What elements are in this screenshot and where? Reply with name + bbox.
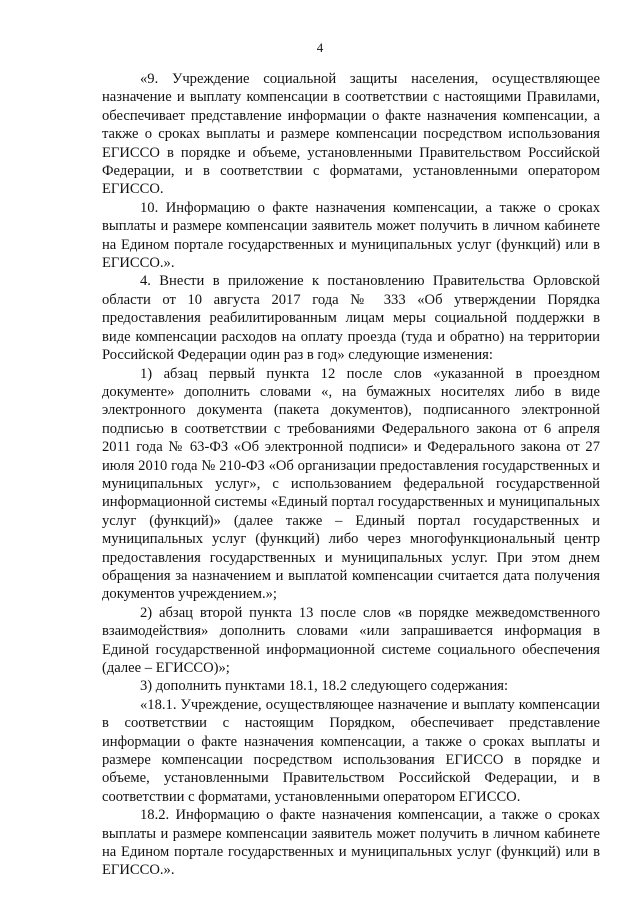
paragraph-18-2: 18.2. Информацию о факте назначения компенсации, а также о сроках выплаты и размере компенсации заявитель может получить в личном кабинете на Едином портале государственных и муниципальных услуг (функций) или в ЕГИССО.».	[102, 807, 600, 879]
paragraph-subitem-1: 1) абзац первый пункта 12 после слов «указанной в проездном документе» дополнить словами «, на бумажных носителях либо в виде электронного документа (пакета документов), подписанного электронной подписью в соответствии с требованиями Федерального закона от 6 апреля 2011 года № 63-ФЗ «Об электронной подписи» и Федерального закона от 27 июля 2010 года № 210-ФЗ «Об организации предоставления государственных и муниципальных услуг», с использованием федеральной государственной информационной системы «Единый портал государственных и муниципальных услуг (функций)» (далее также – Единый портал государственных и муниципальных услуг (функций) либо через многофункциональный центр предоставления государственных и муниципальных услуг. При этом днем обращения за назначением и выплатой компенсации считается дата получения документов учреждением.»;	[102, 365, 600, 603]
paragraph-18-1: «18.1. Учреждение, осуществляющее назначение и выплату компенсации в соответствии с настоящим Порядком, обеспечивает представление информации о факте назначения компенсации, а также о сроках выплаты и размере компенсации посредством использования ЕГИССО в порядке и объеме, установленными Правительством Российской Федерации, и в соответствии с форматами, установленными оператором ЕГИССО.	[102, 696, 600, 805]
paragraph-9: «9. Учреждение социальной защиты населения, осуществляющее назначение и выплату компенсации в соответствии с настоящими Правилами, обеспечивает представление информации о факте назначения компенсации, а также о сроках выплаты и размере компенсации посредством использования ЕГИССО в порядке и объеме, установленными Правительством Российской Федерации, и в соответствии с форматами, установленными оператором ЕГИССО.	[102, 71, 600, 198]
paragraph-10: 10. Информацию о факте назначения компенсации, а также о сроках выплаты и размере компенсации заявитель может получить в личном кабинете на Едином портале государственных и муниципальных услуг (функций) или в ЕГИССО.».	[102, 199, 600, 272]
document-body	[102, 70, 600, 880]
paragraph-subitem-3: 3) дополнить пунктами 18.1, 18.2 следующего содержания:	[140, 678, 509, 695]
page-number: 4	[316, 40, 324, 55]
paragraph-subitem-2: 2) абзац второй пункта 13 после слов «в порядке межведомственного взаимодействия» дополнить словами «или запрашивается информация в Единой государственной информационной системе социального обеспечения (далее – ЕГИССО)»;	[102, 604, 600, 676]
paragraph-item-4: 4. Внести в приложение к постановлению Правительства Орловской области от 10 августа 2017 года № 333 «Об утверждении Порядка предоставления реабилитированным лицам меры социальной поддержки в виде компенсации расходов на оплату проезда (туда и обратно) на территории Российской Федерации один раз в год» следующие изменения:	[102, 273, 600, 364]
